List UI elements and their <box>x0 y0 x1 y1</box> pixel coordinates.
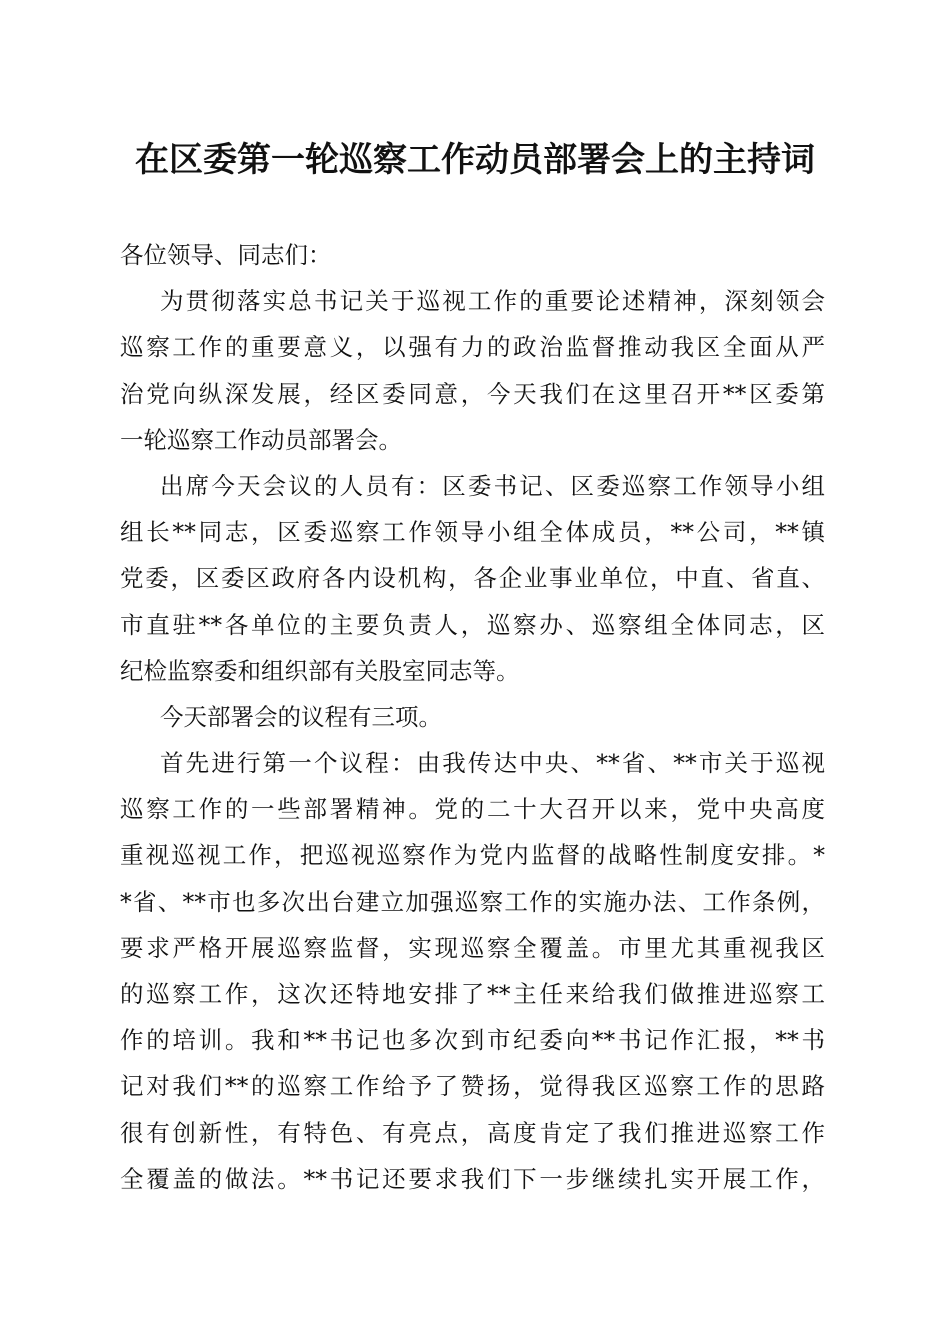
paragraph-4-line: 作的培训。我和**书记也多次到市纪委向**书记作汇报，**书 <box>120 1026 825 1055</box>
document-body <box>120 232 825 1202</box>
paragraph-4-line: 首先进行第一个议程：由我传达中央、**省、**市关于巡视 <box>160 749 825 778</box>
paragraph-1-line: 为贯彻落实总书记关于巡视工作的重要论述精神，深刻领会 <box>160 287 825 316</box>
paragraph-4-line: 巡察工作的一些部署精神。党的二十大召开以来，党中央高度 <box>120 795 825 824</box>
paragraph-4-line: 的巡察工作，这次还特地安排了**主任来给我们做推进巡察工 <box>120 980 825 1008</box>
paragraph-4-line: 全覆盖的做法。**书记还要求我们下一步继续扎实开展工作， <box>120 1164 825 1193</box>
paragraph-4-line: *省、**市也多次出台建立加强巡察工作的实施办法、工作条例， <box>120 887 825 916</box>
paragraph-1-line: 治党向纵深发展，经区委同意，今天我们在这里召开**区委第 <box>120 379 825 408</box>
paragraph-2-line: 市直驻**各单位的主要负责人，巡察办、巡察组全体同志，区 <box>120 610 825 639</box>
paragraph-1-line: 一轮巡察工作动员部署会。 <box>120 425 402 454</box>
paragraph-4-line: 重视巡视工作，把巡视巡察作为党内监督的战略性制度安排。* <box>120 841 825 870</box>
paragraph-2-line: 党委，区委区政府各内设机构，各企业事业单位，中直、省直、 <box>120 564 825 593</box>
document-title: 在区委第一轮巡察工作动员部署会上的主持词 <box>135 140 815 180</box>
paragraph-4-line: 很有创新性，有特色、有亮点，高度肯定了我们推进巡察工作 <box>120 1118 825 1147</box>
paragraph-4-line: 要求严格开展巡察监督，实现巡察全覆盖。市里尤其重视我区 <box>120 933 825 962</box>
paragraph-4-line: 记对我们**的巡察工作给予了赞扬，觉得我区巡察工作的思路 <box>120 1072 825 1101</box>
paragraph-3-line: 今天部署会的议程有三项。 <box>160 702 442 731</box>
paragraph-2-line: 纪检监察委和组织部有关股室同志等。 <box>120 656 520 685</box>
greeting-line: 各位领导、同志们： <box>120 241 332 269</box>
paragraph-2-line: 组长**同志，区委巡察工作领导小组全体成员，**公司，**镇 <box>120 518 825 547</box>
paragraph-1-line: 巡察工作的重要意义，以强有力的政治监督推动我区全面从严 <box>120 333 825 362</box>
paragraph-2-line: 出席今天会议的人员有：区委书记、区委巡察工作领导小组 <box>160 471 825 500</box>
